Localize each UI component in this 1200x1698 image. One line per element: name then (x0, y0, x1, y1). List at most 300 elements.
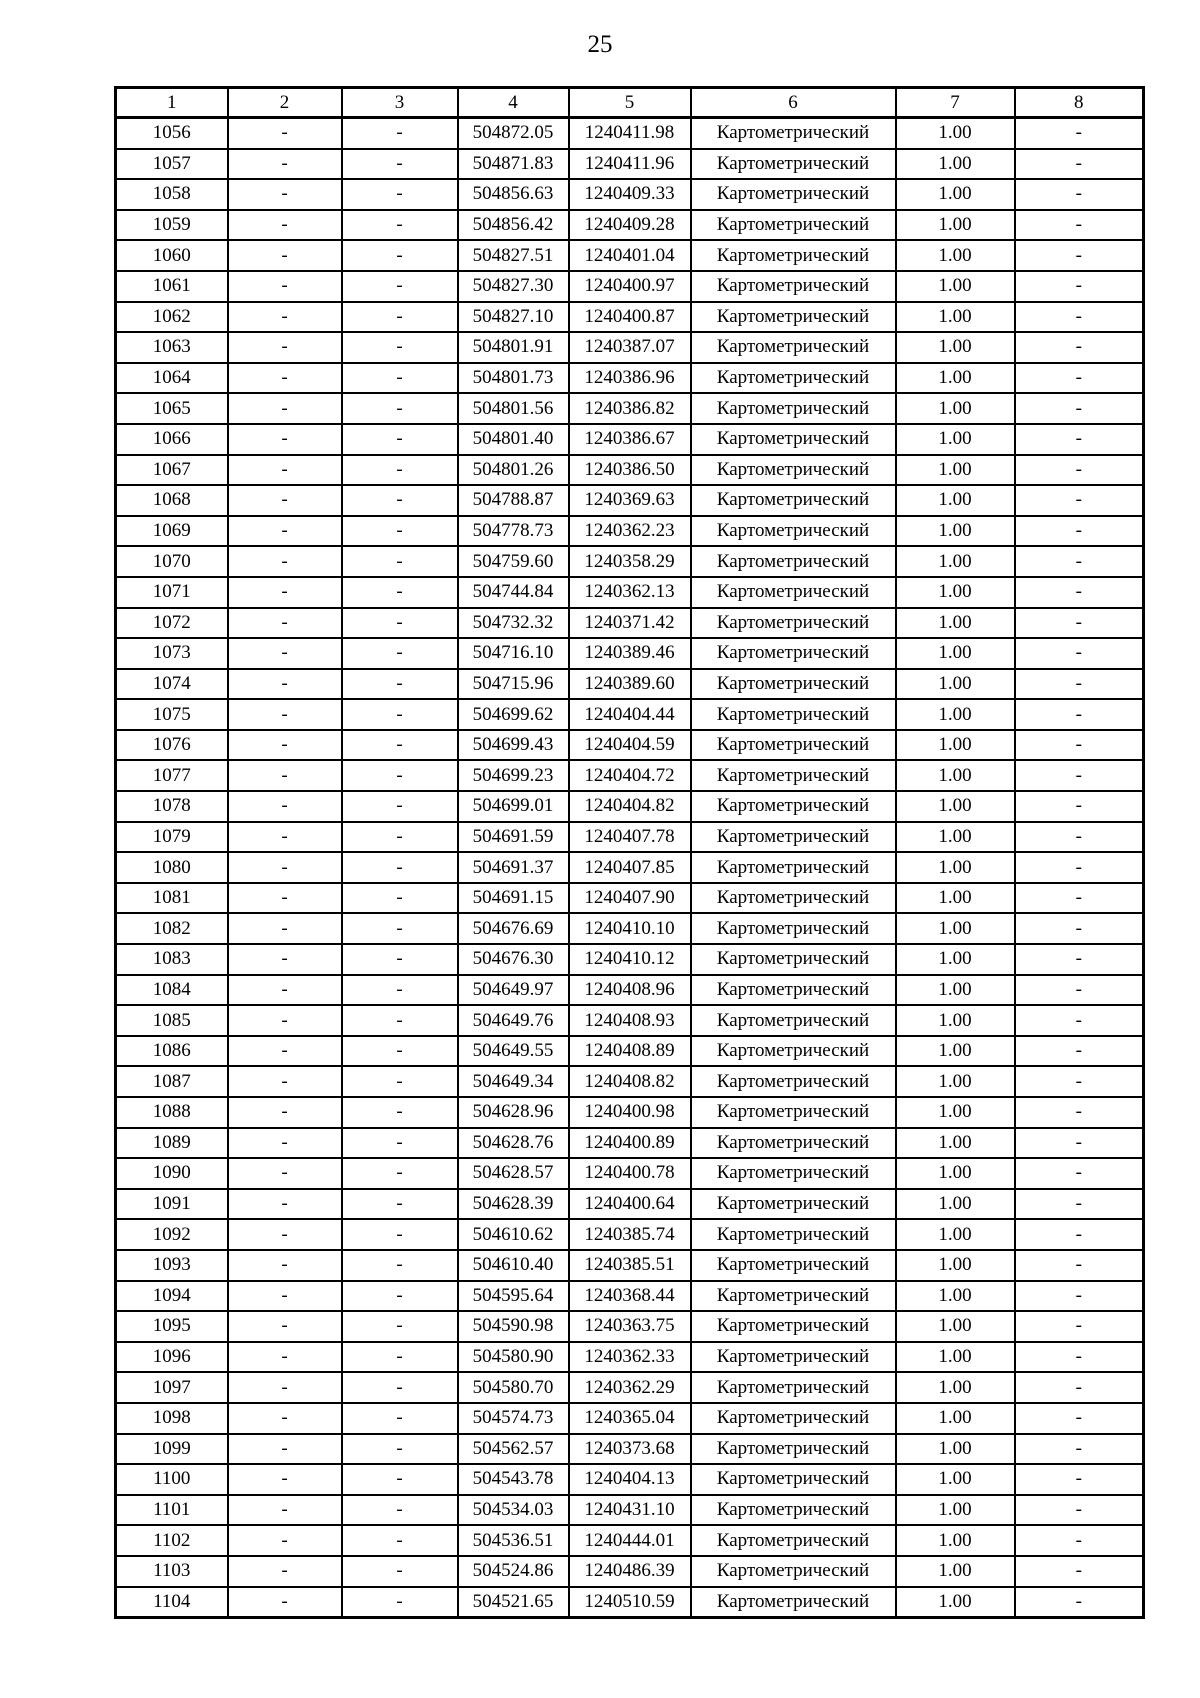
precision-cell: 1.00 (896, 1434, 1015, 1465)
method-cell: Картометрический (691, 1372, 896, 1403)
col8-cell: - (1015, 302, 1144, 333)
table-row (116, 149, 1144, 180)
precision-cell: 1.00 (896, 118, 1015, 149)
point-number-cell: 1071 (116, 577, 228, 608)
col8-cell: - (1015, 1587, 1144, 1618)
y-coordinate-cell: 1240408.89 (569, 1036, 691, 1067)
table-row (116, 1556, 1144, 1587)
point-number-cell: 1090 (116, 1158, 228, 1189)
col3-cell: - (342, 1158, 458, 1189)
table-row (116, 1434, 1144, 1465)
precision-cell: 1.00 (896, 1250, 1015, 1281)
precision-cell: 1.00 (896, 883, 1015, 914)
table-row (116, 669, 1144, 700)
table-row (116, 608, 1144, 639)
col3-cell: - (342, 730, 458, 761)
point-number-cell: 1067 (116, 455, 228, 486)
col8-cell: - (1015, 516, 1144, 547)
col3-cell: - (342, 546, 458, 577)
table-row (116, 1464, 1144, 1495)
col2-cell: - (228, 1005, 342, 1036)
col3-cell: - (342, 516, 458, 547)
col2-cell: - (228, 852, 342, 883)
x-coordinate-cell: 504649.34 (458, 1066, 569, 1097)
col3-cell: - (342, 1587, 458, 1618)
col8-cell: - (1015, 240, 1144, 271)
point-number-cell: 1064 (116, 363, 228, 394)
x-coordinate-cell: 504628.57 (458, 1158, 569, 1189)
col3-cell: - (342, 1495, 458, 1526)
y-coordinate-cell: 1240386.96 (569, 363, 691, 394)
x-coordinate-cell: 504536.51 (458, 1525, 569, 1556)
precision-cell: 1.00 (896, 913, 1015, 944)
point-number-cell: 1077 (116, 760, 228, 791)
precision-cell: 1.00 (896, 455, 1015, 486)
col8-cell: - (1015, 608, 1144, 639)
point-number-cell: 1092 (116, 1219, 228, 1250)
point-number-cell: 1079 (116, 822, 228, 853)
col8-cell: - (1015, 944, 1144, 975)
y-coordinate-cell: 1240363.75 (569, 1311, 691, 1342)
method-cell: Картометрический (691, 883, 896, 914)
table-row (116, 240, 1144, 271)
table-row (116, 210, 1144, 241)
y-coordinate-cell: 1240409.28 (569, 210, 691, 241)
point-number-cell: 1073 (116, 638, 228, 669)
column-header: 3 (342, 88, 458, 118)
precision-cell: 1.00 (896, 516, 1015, 547)
column-header: 8 (1015, 88, 1144, 118)
y-coordinate-cell: 1240400.87 (569, 302, 691, 333)
method-cell: Картометрический (691, 1097, 896, 1128)
x-coordinate-cell: 504595.64 (458, 1281, 569, 1312)
method-cell: Картометрический (691, 1005, 896, 1036)
precision-cell: 1.00 (896, 1556, 1015, 1587)
point-number-cell: 1084 (116, 975, 228, 1006)
precision-cell: 1.00 (896, 1219, 1015, 1250)
method-cell: Картометрический (691, 1464, 896, 1495)
col2-cell: - (228, 1066, 342, 1097)
x-coordinate-cell: 504676.69 (458, 913, 569, 944)
table-row (116, 393, 1144, 424)
col8-cell: - (1015, 913, 1144, 944)
y-coordinate-cell: 1240407.78 (569, 822, 691, 853)
point-number-cell: 1072 (116, 608, 228, 639)
method-cell: Картометрический (691, 363, 896, 394)
point-number-cell: 1062 (116, 302, 228, 333)
table-row (116, 822, 1144, 853)
precision-cell: 1.00 (896, 149, 1015, 180)
column-header: 5 (569, 88, 691, 118)
column-header: 2 (228, 88, 342, 118)
point-number-cell: 1098 (116, 1403, 228, 1434)
precision-cell: 1.00 (896, 1036, 1015, 1067)
y-coordinate-cell: 1240362.13 (569, 577, 691, 608)
method-cell: Картометрический (691, 730, 896, 761)
precision-cell: 1.00 (896, 822, 1015, 853)
col3-cell: - (342, 149, 458, 180)
point-number-cell: 1075 (116, 699, 228, 730)
x-coordinate-cell: 504827.51 (458, 240, 569, 271)
x-coordinate-cell: 504759.60 (458, 546, 569, 577)
col3-cell: - (342, 363, 458, 394)
method-cell: Картометрический (691, 118, 896, 149)
table-row (116, 1097, 1144, 1128)
method-cell: Картометрический (691, 791, 896, 822)
table-row (116, 1066, 1144, 1097)
y-coordinate-cell: 1240408.93 (569, 1005, 691, 1036)
precision-cell: 1.00 (896, 1587, 1015, 1618)
col8-cell: - (1015, 210, 1144, 241)
column-header: 7 (896, 88, 1015, 118)
col2-cell: - (228, 1250, 342, 1281)
y-coordinate-cell: 1240400.64 (569, 1189, 691, 1220)
table-row (116, 1311, 1144, 1342)
x-coordinate-cell: 504610.40 (458, 1250, 569, 1281)
y-coordinate-cell: 1240410.12 (569, 944, 691, 975)
x-coordinate-cell: 504521.65 (458, 1587, 569, 1618)
x-coordinate-cell: 504562.57 (458, 1434, 569, 1465)
x-coordinate-cell: 504699.01 (458, 791, 569, 822)
col8-cell: - (1015, 699, 1144, 730)
col3-cell: - (342, 577, 458, 608)
y-coordinate-cell: 1240386.50 (569, 455, 691, 486)
point-number-cell: 1068 (116, 485, 228, 516)
column-header: 1 (116, 88, 228, 118)
table-row (116, 332, 1144, 363)
y-coordinate-cell: 1240400.89 (569, 1128, 691, 1159)
col2-cell: - (228, 393, 342, 424)
col2-cell: - (228, 1372, 342, 1403)
method-cell: Картометрический (691, 424, 896, 455)
table-row (116, 852, 1144, 883)
y-coordinate-cell: 1240362.29 (569, 1372, 691, 1403)
table-row (116, 546, 1144, 577)
col2-cell: - (228, 516, 342, 547)
method-cell: Картометрический (691, 1036, 896, 1067)
x-coordinate-cell: 504699.62 (458, 699, 569, 730)
x-coordinate-cell: 504534.03 (458, 1495, 569, 1526)
y-coordinate-cell: 1240409.33 (569, 179, 691, 210)
table-row (116, 485, 1144, 516)
col3-cell: - (342, 944, 458, 975)
precision-cell: 1.00 (896, 1464, 1015, 1495)
table-row (116, 760, 1144, 791)
col3-cell: - (342, 1434, 458, 1465)
col3-cell: - (342, 822, 458, 853)
col2-cell: - (228, 760, 342, 791)
precision-cell: 1.00 (896, 210, 1015, 241)
col3-cell: - (342, 1464, 458, 1495)
table-row (116, 363, 1144, 394)
x-coordinate-cell: 504543.78 (458, 1464, 569, 1495)
table-row (116, 1158, 1144, 1189)
col2-cell: - (228, 913, 342, 944)
col2-cell: - (228, 638, 342, 669)
table-row (116, 179, 1144, 210)
col2-cell: - (228, 791, 342, 822)
table-row (116, 424, 1144, 455)
y-coordinate-cell: 1240408.82 (569, 1066, 691, 1097)
col8-cell: - (1015, 1005, 1144, 1036)
col3-cell: - (342, 638, 458, 669)
col2-cell: - (228, 822, 342, 853)
table-row (116, 1128, 1144, 1159)
table-row (116, 118, 1144, 149)
method-cell: Картометрический (691, 332, 896, 363)
col2-cell: - (228, 1281, 342, 1312)
col2-cell: - (228, 1189, 342, 1220)
point-number-cell: 1058 (116, 179, 228, 210)
method-cell: Картометрический (691, 1128, 896, 1159)
x-coordinate-cell: 504856.63 (458, 179, 569, 210)
page-number: 25 (587, 31, 613, 58)
precision-cell: 1.00 (896, 852, 1015, 883)
col8-cell: - (1015, 975, 1144, 1006)
precision-cell: 1.00 (896, 1281, 1015, 1312)
method-cell: Картометрический (691, 1189, 896, 1220)
col2-cell: - (228, 1525, 342, 1556)
col2-cell: - (228, 179, 342, 210)
point-number-cell: 1103 (116, 1556, 228, 1587)
y-coordinate-cell: 1240368.44 (569, 1281, 691, 1312)
y-coordinate-cell: 1240373.68 (569, 1434, 691, 1465)
col2-cell: - (228, 608, 342, 639)
col2-cell: - (228, 1311, 342, 1342)
col3-cell: - (342, 760, 458, 791)
col2-cell: - (228, 118, 342, 149)
col3-cell: - (342, 1219, 458, 1250)
col2-cell: - (228, 1434, 342, 1465)
y-coordinate-cell: 1240411.98 (569, 118, 691, 149)
table-row (116, 1525, 1144, 1556)
table-row (116, 1372, 1144, 1403)
point-number-cell: 1089 (116, 1128, 228, 1159)
table-row (116, 791, 1144, 822)
precision-cell: 1.00 (896, 699, 1015, 730)
point-number-cell: 1100 (116, 1464, 228, 1495)
col8-cell: - (1015, 1066, 1144, 1097)
y-coordinate-cell: 1240404.44 (569, 699, 691, 730)
method-cell: Картометрический (691, 516, 896, 547)
col8-cell: - (1015, 1311, 1144, 1342)
x-coordinate-cell: 504628.96 (458, 1097, 569, 1128)
precision-cell: 1.00 (896, 1066, 1015, 1097)
col2-cell: - (228, 455, 342, 486)
point-number-cell: 1082 (116, 913, 228, 944)
y-coordinate-cell: 1240362.33 (569, 1342, 691, 1373)
y-coordinate-cell: 1240401.04 (569, 240, 691, 271)
point-number-cell: 1074 (116, 669, 228, 700)
point-number-cell: 1096 (116, 1342, 228, 1373)
table-row (116, 944, 1144, 975)
method-cell: Картометрический (691, 913, 896, 944)
method-cell: Картометрический (691, 1556, 896, 1587)
col3-cell: - (342, 852, 458, 883)
col2-cell: - (228, 240, 342, 271)
col3-cell: - (342, 669, 458, 700)
method-cell: Картометрический (691, 975, 896, 1006)
y-coordinate-cell: 1240365.04 (569, 1403, 691, 1434)
point-number-cell: 1101 (116, 1495, 228, 1526)
point-number-cell: 1056 (116, 118, 228, 149)
col3-cell: - (342, 1525, 458, 1556)
col8-cell: - (1015, 1281, 1144, 1312)
precision-cell: 1.00 (896, 240, 1015, 271)
col2-cell: - (228, 1036, 342, 1067)
col2-cell: - (228, 1342, 342, 1373)
col3-cell: - (342, 975, 458, 1006)
table-row (116, 1342, 1144, 1373)
precision-cell: 1.00 (896, 179, 1015, 210)
y-coordinate-cell: 1240408.96 (569, 975, 691, 1006)
table-row (116, 883, 1144, 914)
col2-cell: - (228, 363, 342, 394)
x-coordinate-cell: 504801.91 (458, 332, 569, 363)
y-coordinate-cell: 1240387.07 (569, 332, 691, 363)
method-cell: Картометрический (691, 1495, 896, 1526)
x-coordinate-cell: 504699.43 (458, 730, 569, 761)
x-coordinate-cell: 504801.40 (458, 424, 569, 455)
point-number-cell: 1086 (116, 1036, 228, 1067)
table-row (116, 1036, 1144, 1067)
col8-cell: - (1015, 638, 1144, 669)
col3-cell: - (342, 118, 458, 149)
col2-cell: - (228, 1219, 342, 1250)
method-cell: Картометрический (691, 1066, 896, 1097)
point-number-cell: 1097 (116, 1372, 228, 1403)
col8-cell: - (1015, 1219, 1144, 1250)
point-number-cell: 1081 (116, 883, 228, 914)
method-cell: Картометрический (691, 455, 896, 486)
col3-cell: - (342, 1372, 458, 1403)
col8-cell: - (1015, 1434, 1144, 1465)
precision-cell: 1.00 (896, 1128, 1015, 1159)
col2-cell: - (228, 302, 342, 333)
point-number-cell: 1066 (116, 424, 228, 455)
point-number-cell: 1057 (116, 149, 228, 180)
table-body (116, 118, 1144, 1618)
table-row (116, 1005, 1144, 1036)
col3-cell: - (342, 791, 458, 822)
precision-cell: 1.00 (896, 393, 1015, 424)
point-number-cell: 1087 (116, 1066, 228, 1097)
col8-cell: - (1015, 669, 1144, 700)
col2-cell: - (228, 1158, 342, 1189)
col8-cell: - (1015, 118, 1144, 149)
precision-cell: 1.00 (896, 975, 1015, 1006)
method-cell: Картометрический (691, 393, 896, 424)
precision-cell: 1.00 (896, 1097, 1015, 1128)
x-coordinate-cell: 504699.23 (458, 760, 569, 791)
col8-cell: - (1015, 1372, 1144, 1403)
col8-cell: - (1015, 485, 1144, 516)
y-coordinate-cell: 1240486.39 (569, 1556, 691, 1587)
x-coordinate-cell: 504628.39 (458, 1189, 569, 1220)
col2-cell: - (228, 1128, 342, 1159)
col8-cell: - (1015, 1158, 1144, 1189)
y-coordinate-cell: 1240385.74 (569, 1219, 691, 1250)
point-number-cell: 1083 (116, 944, 228, 975)
method-cell: Картометрический (691, 1434, 896, 1465)
point-number-cell: 1093 (116, 1250, 228, 1281)
col2-cell: - (228, 975, 342, 1006)
col8-cell: - (1015, 271, 1144, 302)
point-number-cell: 1063 (116, 332, 228, 363)
column-header: 6 (691, 88, 896, 118)
y-coordinate-cell: 1240386.67 (569, 424, 691, 455)
col8-cell: - (1015, 577, 1144, 608)
method-cell: Картометрический (691, 944, 896, 975)
method-cell: Картометрический (691, 608, 896, 639)
x-coordinate-cell: 504871.83 (458, 149, 569, 180)
col3-cell: - (342, 1128, 458, 1159)
col8-cell: - (1015, 1189, 1144, 1220)
method-cell: Картометрический (691, 1403, 896, 1434)
x-coordinate-cell: 504580.70 (458, 1372, 569, 1403)
col8-cell: - (1015, 455, 1144, 486)
y-coordinate-cell: 1240362.23 (569, 516, 691, 547)
col2-cell: - (228, 546, 342, 577)
col2-cell: - (228, 1403, 342, 1434)
point-number-cell: 1076 (116, 730, 228, 761)
x-coordinate-cell: 504649.76 (458, 1005, 569, 1036)
col8-cell: - (1015, 1464, 1144, 1495)
col3-cell: - (342, 913, 458, 944)
col2-cell: - (228, 149, 342, 180)
col8-cell: - (1015, 822, 1144, 853)
col8-cell: - (1015, 883, 1144, 914)
table-row (116, 516, 1144, 547)
col3-cell: - (342, 240, 458, 271)
method-cell: Картометрический (691, 179, 896, 210)
method-cell: Картометрический (691, 577, 896, 608)
precision-cell: 1.00 (896, 608, 1015, 639)
y-coordinate-cell: 1240407.85 (569, 852, 691, 883)
x-coordinate-cell: 504649.97 (458, 975, 569, 1006)
col3-cell: - (342, 883, 458, 914)
col2-cell: - (228, 730, 342, 761)
col8-cell: - (1015, 1403, 1144, 1434)
y-coordinate-cell: 1240369.63 (569, 485, 691, 516)
point-number-cell: 1060 (116, 240, 228, 271)
method-cell: Картометрический (691, 852, 896, 883)
col8-cell: - (1015, 1525, 1144, 1556)
method-cell: Картометрический (691, 149, 896, 180)
y-coordinate-cell: 1240431.10 (569, 1495, 691, 1526)
x-coordinate-cell: 504801.26 (458, 455, 569, 486)
col3-cell: - (342, 1189, 458, 1220)
x-coordinate-cell: 504801.73 (458, 363, 569, 394)
col8-cell: - (1015, 730, 1144, 761)
col8-cell: - (1015, 424, 1144, 455)
method-cell: Картометрический (691, 1250, 896, 1281)
col8-cell: - (1015, 1128, 1144, 1159)
col3-cell: - (342, 302, 458, 333)
point-number-cell: 1065 (116, 393, 228, 424)
x-coordinate-cell: 504691.59 (458, 822, 569, 853)
x-coordinate-cell: 504524.86 (458, 1556, 569, 1587)
point-number-cell: 1091 (116, 1189, 228, 1220)
col3-cell: - (342, 332, 458, 363)
table-row (116, 271, 1144, 302)
point-number-cell: 1080 (116, 852, 228, 883)
x-coordinate-cell: 504788.87 (458, 485, 569, 516)
col2-cell: - (228, 883, 342, 914)
method-cell: Картометрический (691, 669, 896, 700)
col3-cell: - (342, 1281, 458, 1312)
x-coordinate-cell: 504610.62 (458, 1219, 569, 1250)
